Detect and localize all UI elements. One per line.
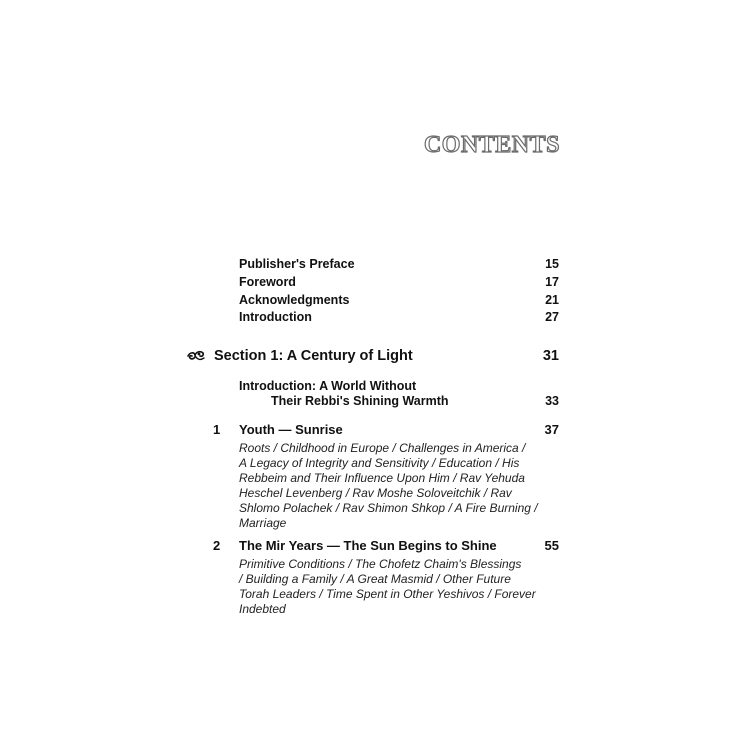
section-intro-entry — [239, 379, 559, 409]
section-intro-line2: Their Rebbi's Shining Warmth — [271, 394, 449, 408]
chapter-description-line: Shlomo Polachek / Rav Shimon Shkop / A Fire Burning / — [239, 501, 538, 515]
chapter-title: Youth — Sunrise — [239, 422, 343, 437]
toc-entry-page: 27 — [545, 310, 559, 324]
chapter-page: 55 — [544, 538, 559, 553]
chapter-description — [239, 557, 559, 617]
toc-entry-label: Publisher's Preface — [239, 257, 355, 271]
toc-entry — [239, 257, 559, 272]
chapter-description-line: / Building a Family / A Great Masmid / Other Future — [239, 572, 511, 586]
chapter-heading — [213, 422, 559, 438]
chapter-description-line: Marriage — [239, 516, 287, 530]
chapter-description-line: Heschel Levenberg / Rav Moshe Soloveitchik / Rav — [239, 486, 512, 500]
chapter-description-line: Roots / Childhood in Europe / Challenges in America / — [239, 441, 526, 455]
toc-entry-page: 17 — [545, 275, 559, 289]
chapter-heading — [213, 538, 559, 554]
chapter-description-line: Primitive Conditions / The Chofetz Chaim's Blessings — [239, 557, 522, 571]
chapter-description-line: Indebted — [239, 602, 286, 616]
toc-entry-label: Foreword — [239, 275, 296, 289]
toc-entry-page: 15 — [545, 257, 559, 271]
chapter-number: 2 — [213, 538, 221, 553]
chapter-description-line: A Legacy of Integrity and Sensitivity / Education / His — [239, 456, 520, 470]
toc-entry-label: Introduction — [239, 310, 312, 324]
toc-entry-page: 21 — [545, 293, 559, 307]
section-heading — [186, 347, 559, 365]
section-title: Section 1: A Century of Light — [214, 348, 413, 364]
fleuron-icon — [186, 347, 206, 365]
chapter-page: 37 — [544, 422, 559, 437]
toc-entry — [239, 293, 559, 308]
toc-entry — [239, 275, 559, 290]
chapter-number: 1 — [213, 422, 221, 437]
section-intro-line1: Introduction: A World Without — [239, 379, 417, 393]
chapter-description — [239, 441, 559, 531]
section-page: 31 — [542, 348, 559, 364]
section-intro-page: 33 — [545, 394, 559, 408]
chapter-description-line: Torah Leaders / Time Spent in Other Yeshivos / Forever — [239, 587, 536, 601]
page-title: CONTENTS — [423, 132, 560, 158]
chapter-title: The Mir Years — The Sun Begins to Shine — [239, 538, 497, 553]
chapter-description-line: Rebbeim and Their Influence Upon Him / Rav Yehuda — [239, 471, 525, 485]
toc-entry-label: Acknowledgments — [239, 293, 350, 307]
toc-entry — [239, 310, 559, 325]
